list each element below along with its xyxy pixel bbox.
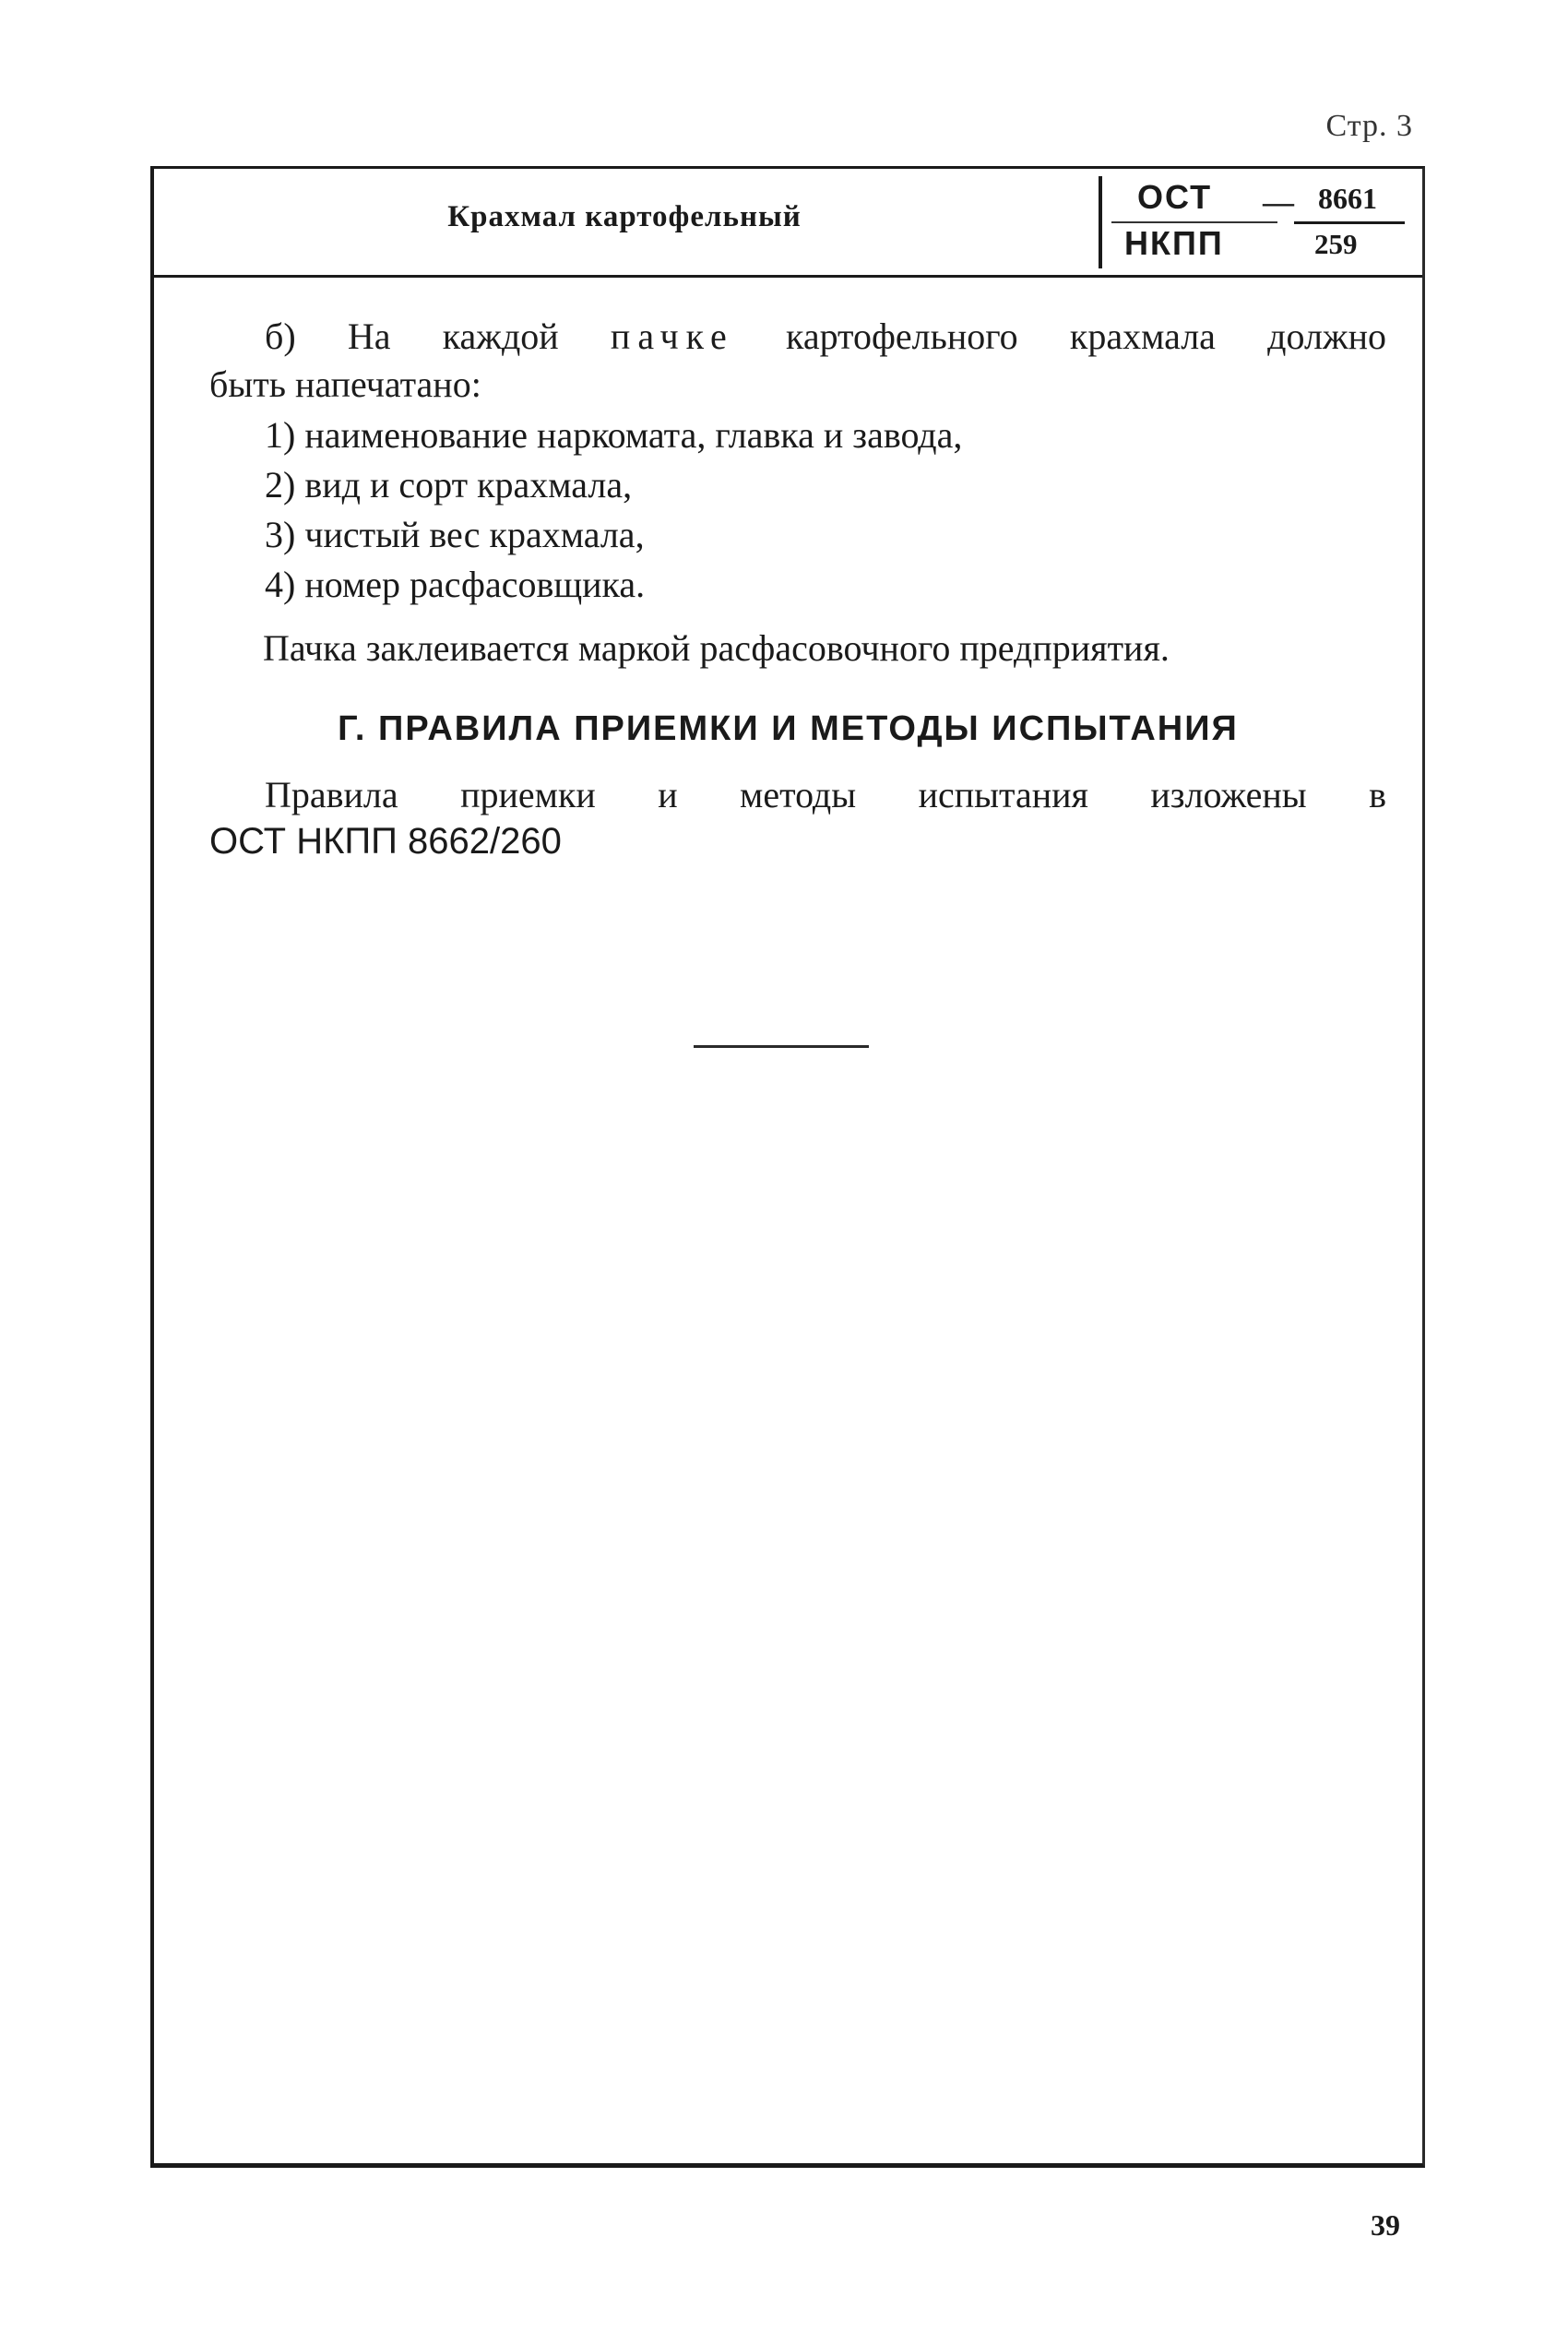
word: должно bbox=[1267, 315, 1386, 357]
word: каждой bbox=[442, 315, 559, 357]
paragraph-b-line1 bbox=[209, 313, 1386, 361]
section-heading: Г. ПРАВИЛА ПРИЕМКИ И МЕТОДЫ ИСПЫТАНИЯ bbox=[338, 709, 1239, 748]
page-label: Стр. 3 bbox=[1325, 109, 1413, 143]
seal-sentence: Пачка заклеивается маркой расфасовочного предприятия. bbox=[263, 627, 1170, 669]
label-contents-list bbox=[265, 410, 962, 610]
list-item: 2) вид и сорт крахмала, bbox=[265, 464, 633, 506]
end-rule bbox=[694, 1045, 869, 1048]
word: б) bbox=[265, 315, 296, 357]
word: Правила bbox=[265, 774, 398, 815]
standard-number-rule bbox=[1294, 221, 1405, 224]
word: методы bbox=[740, 774, 857, 815]
document-header bbox=[154, 169, 1422, 278]
list-item: 3) чистый вес крахмала, bbox=[265, 514, 645, 555]
word: крахмала bbox=[1069, 315, 1216, 357]
page-number: 39 bbox=[1371, 2208, 1400, 2242]
standard-number-bottom: 259 bbox=[1314, 228, 1358, 260]
paragraph-g-line1 bbox=[209, 772, 1386, 818]
word: картофельного bbox=[785, 315, 1018, 357]
standard-code-dash: — bbox=[1263, 185, 1294, 220]
word: приемки bbox=[460, 774, 596, 815]
paragraph-b bbox=[209, 313, 1386, 409]
standard-org-top: ОСТ bbox=[1137, 178, 1213, 216]
word: в bbox=[1369, 774, 1386, 815]
paragraph-g bbox=[209, 772, 1386, 864]
standard-reference: ОСТ НКПП 8662/260 bbox=[209, 821, 562, 862]
word-emphasized: пачке bbox=[610, 315, 734, 357]
standard-number-top: 8661 bbox=[1318, 182, 1377, 215]
document-frame bbox=[150, 166, 1425, 2168]
standard-org-bottom: НКПП bbox=[1124, 224, 1224, 262]
document-title: Крахмал картофельный bbox=[447, 200, 802, 233]
list-item: 4) номер расфасовщика. bbox=[265, 564, 646, 605]
word: испытания bbox=[918, 774, 1088, 815]
list-item: 1) наименование наркомата, главка и завода, bbox=[265, 414, 963, 456]
word: изложены bbox=[1150, 774, 1307, 815]
paragraph-b-line2: быть напечатано: bbox=[209, 363, 481, 405]
standard-org-rule bbox=[1111, 221, 1277, 223]
word: и bbox=[658, 774, 678, 815]
header-divider bbox=[1099, 176, 1102, 268]
word: На bbox=[347, 315, 391, 357]
